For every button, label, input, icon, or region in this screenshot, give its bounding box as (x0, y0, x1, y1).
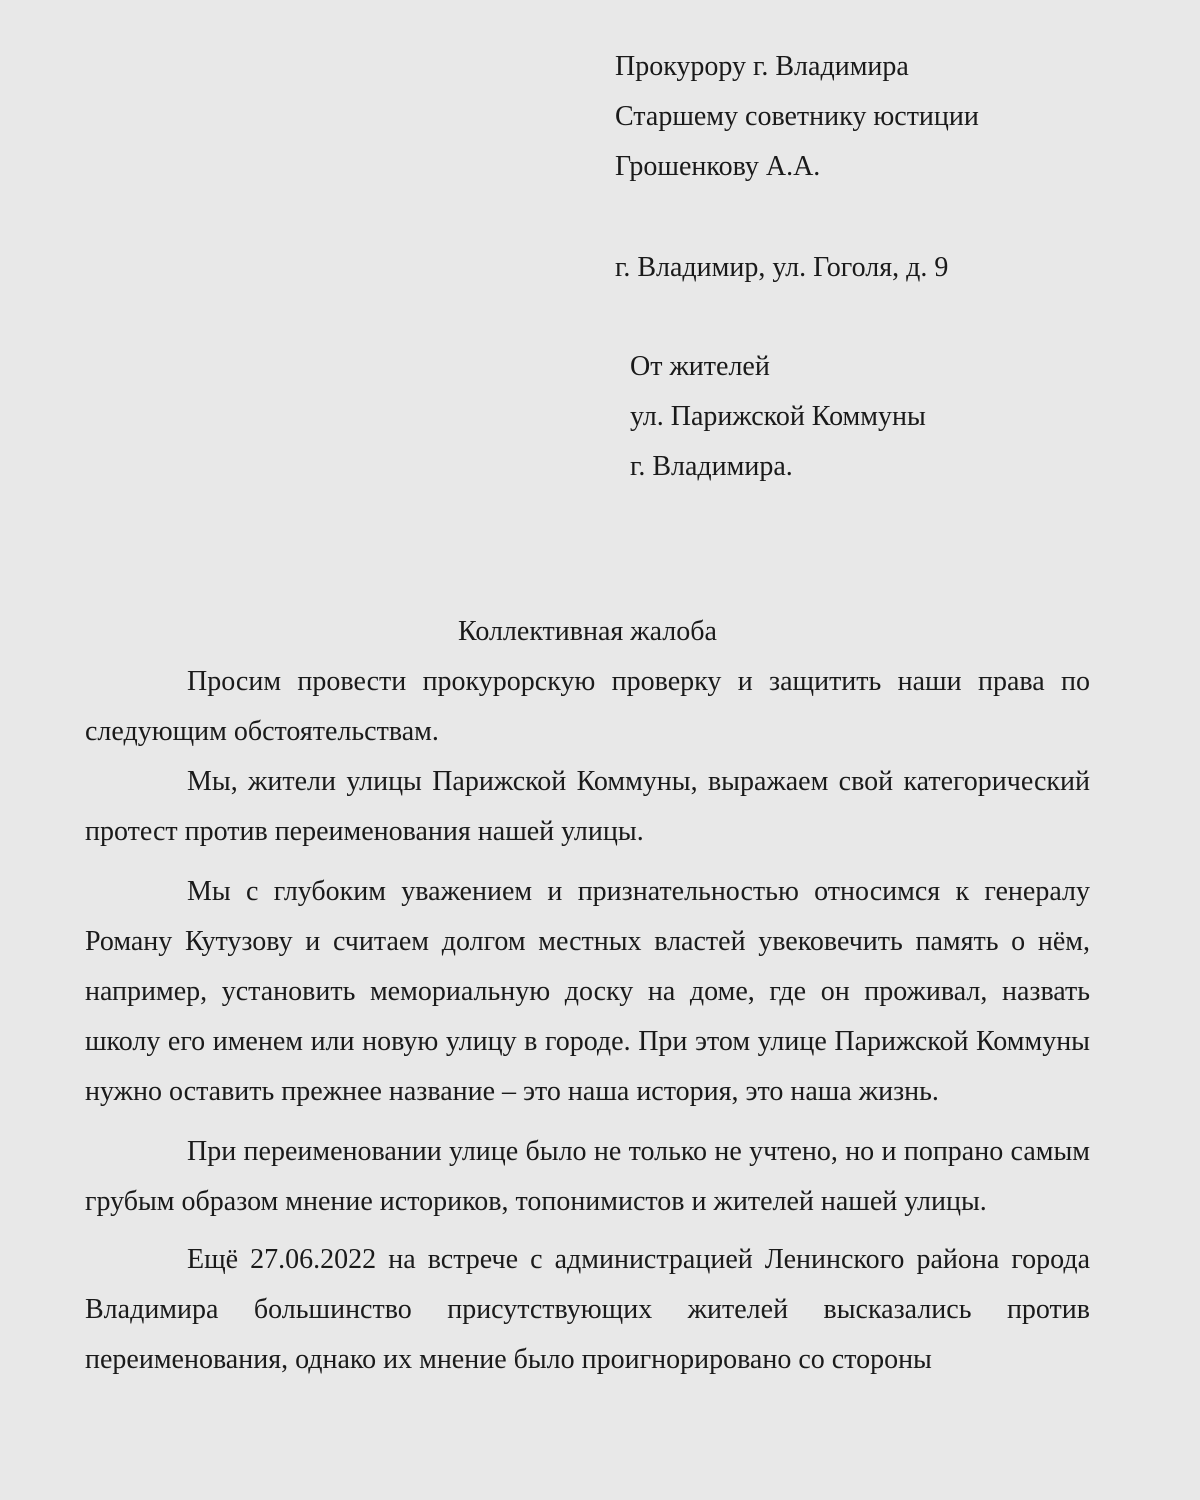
paragraph-3: Мы с глубоким уважением и признательностью относимся к генералу Роману Кутузову и считаем долгом местных властей увековечить память о нём, например, установить мемориальную доску на доме, где он проживал, назвать школу его именем или новую улицу в городе. При этом улице Парижской Коммуны нужно оставить прежнее название – это наша история, это наша жизнь. (85, 876, 1090, 1107)
sender-line-1: От жителей (630, 351, 770, 382)
paragraph-5: Ещё 27.06.2022 на встрече с администрацией Ленинского района города Владимира большинство присутствующих жителей высказались против переименования, однако их мнение было проигнорировано со стороны (85, 1244, 1090, 1375)
addressee-line-2: Старшему советнику юстиции (615, 101, 979, 132)
sender-line-2: ул. Парижской Коммуны (630, 401, 926, 432)
paragraph-1: Просим провести прокурорскую проверку и защитить наши права по следующим обстоятельствам. (85, 666, 1090, 747)
paragraph-2: Мы, жители улицы Парижской Коммуны, выражаем свой категорический протест против переименования нашей улицы. (85, 766, 1090, 847)
sender-line-3: г. Владимира. (630, 451, 793, 482)
addressee-address: г. Владимир, ул. Гоголя, д. 9 (615, 252, 949, 283)
document-title: Коллективная жалоба (458, 616, 717, 647)
addressee-line-3: Грошенкову А.А. (615, 151, 821, 182)
addressee-line-1: Прокурору г. Владимира (615, 51, 909, 82)
document-body (85, 657, 1090, 1385)
paragraph-4: При переименовании улице было не только не учтено, но и попрано самым грубым образом мнение историков, топонимистов и жителей нашей улицы. (85, 1136, 1090, 1217)
sender-block (630, 342, 926, 492)
addressee-block (615, 42, 979, 192)
